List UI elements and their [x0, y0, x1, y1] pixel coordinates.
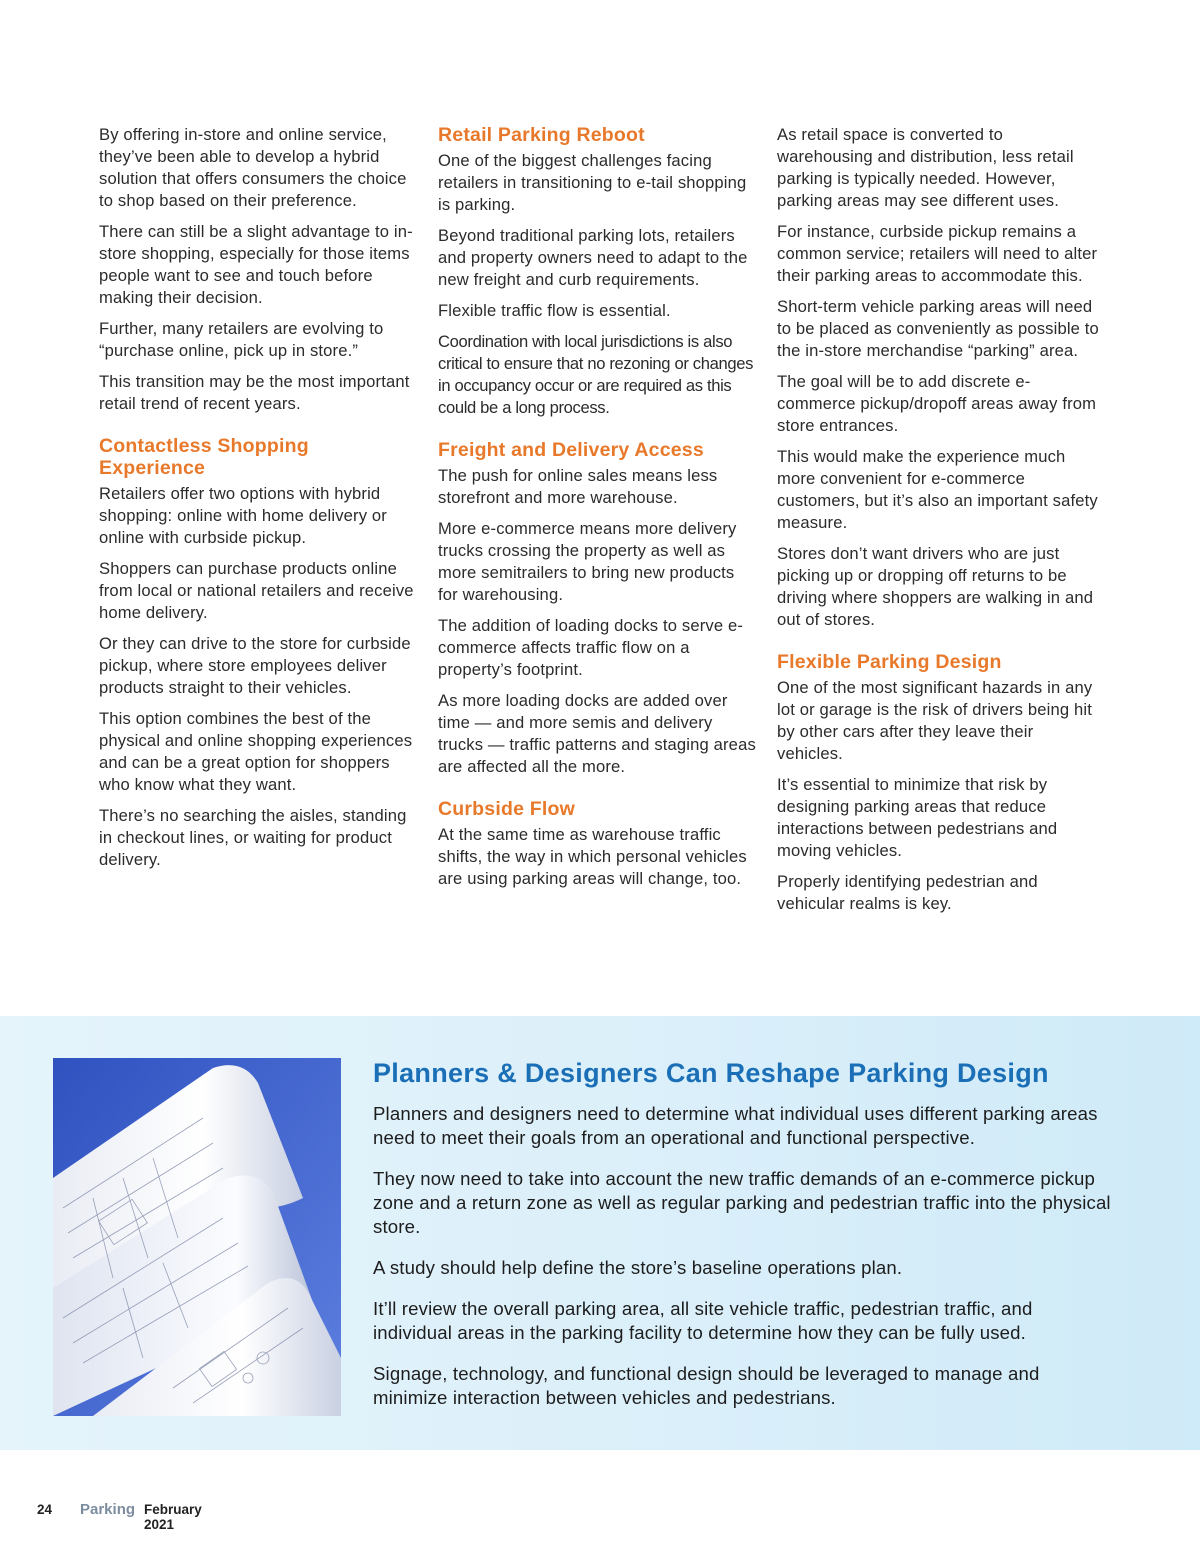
callout-paragraph: A study should help define the store’s baseline operations plan. — [373, 1257, 903, 1278]
paragraph: More e-commerce means more delivery trucks crossing the property as well as more semitrailers to bring new products for warehousing. — [438, 519, 737, 604]
blueprints-photo — [53, 1058, 341, 1416]
paragraph: The push for online sales means less storefront and more warehouse. — [438, 466, 718, 507]
section-heading-retail-parking-reboot: Retail Parking Reboot — [438, 124, 645, 146]
paragraph: Shoppers can purchase products online from local or national retailers and receive home delivery. — [99, 559, 414, 622]
paragraph: There can still be a slight advantage to in-store shopping, especially for those items people want to see and touch before making their decision. — [99, 222, 413, 307]
paragraph: Flexible traffic flow is essential. — [438, 301, 671, 320]
paragraph: It’s essential to minimize that risk by designing parking areas that reduce interactions between pedestrians and moving vehicles. — [777, 775, 1058, 860]
paragraph: Properly identifying pedestrian and vehicular realms is key. — [777, 872, 1038, 913]
paragraph: One of the most significant hazards in any lot or garage is the risk of drivers being hit by other cars after they leave their vehicles. — [777, 678, 1093, 763]
paragraph: Beyond traditional parking lots, retailers and property owners need to adapt to the new freight and curb requirements. — [438, 226, 748, 289]
callout-paragraph: It’ll review the overall parking area, all site vehicle traffic, pedestrian traffic, and individual areas in the parking facility to determine how they can be fully used. — [373, 1298, 1033, 1343]
blueprint-rolls-illustration — [53, 1058, 341, 1416]
paragraph: Further, many retailers are evolving to “purchase online, pick up in store.” — [99, 319, 384, 360]
section-heading-curbside-flow: Curbside Flow — [438, 798, 575, 820]
article-column-1 — [99, 124, 417, 880]
callout-box — [0, 1016, 1200, 1450]
paragraph: For instance, curbside pickup remains a common service; retailers will need to alter their parking areas to accommodate this. — [777, 222, 1098, 285]
paragraph: At the same time as warehouse traffic shifts, the way in which personal vehicles are using parking areas will change, too. — [438, 825, 747, 888]
paragraph: By offering in-store and online service, they’ve been able to develop a hybrid solution that offers consumers the choice to shop based on their preference. — [99, 125, 407, 210]
section-heading-freight-delivery: Freight and Delivery Access — [438, 439, 704, 461]
issue-date: February 2021 — [144, 1502, 202, 1532]
paragraph: As more loading docks are added over time — and more semis and delivery trucks — traffic patterns and staging areas are affected all the more. — [438, 691, 756, 776]
callout-paragraph: Signage, technology, and functional design should be leveraged to manage and minimize interaction between vehicles and pedestrians. — [373, 1363, 1040, 1408]
article-column-3 — [777, 124, 1102, 924]
paragraph: There’s no searching the aisles, standing in checkout lines, or waiting for product delivery. — [99, 806, 407, 869]
section-heading-contactless-shopping: Contactless Shopping Experience — [99, 435, 309, 479]
section-heading-flexible-parking: Flexible Parking Design — [777, 651, 1002, 673]
callout-text — [373, 1056, 1113, 1427]
paragraph: This transition may be the most important retail trend of recent years. — [99, 372, 410, 413]
paragraph: As retail space is converted to warehousing and distribution, less retail parking is typically needed. However, parking areas may see different uses. — [777, 125, 1074, 210]
paragraph: Retailers offer two options with hybrid shopping: online with home delivery or online with curbside pickup. — [99, 484, 387, 547]
paragraph: The addition of loading docks to serve e-commerce affects traffic flow on a property’s footprint. — [438, 616, 744, 679]
paragraph: Stores don’t want drivers who are just picking up or dropping off returns to be driving where shoppers are walking in and out of stores. — [777, 544, 1094, 629]
paragraph: One of the biggest challenges facing retailers in transitioning to e-tail shopping is parking. — [438, 151, 747, 214]
paragraph: Short-term vehicle parking areas will need to be placed as conveniently as possible to the in-store merchandise “parking” area. — [777, 297, 1099, 360]
page-number: 24 — [37, 1502, 53, 1517]
paragraph: The goal will be to add discrete e-commerce pickup/dropoff areas away from store entrances. — [777, 372, 1097, 435]
article-column-2 — [438, 124, 758, 899]
callout-paragraph: Planners and designers need to determine what individual uses different parking areas need to meet their goals from an operational and functional perspective. — [373, 1103, 1098, 1148]
paragraph: Or they can drive to the store for curbside pickup, where store employees deliver products straight to their vehicles. — [99, 634, 411, 697]
paragraph: This would make the experience much more convenient for e-commerce customers, but it’s also an important safety measure. — [777, 447, 1098, 532]
paragraph: Coordination with local jurisdictions is also critical to ensure that no rezoning or changes in occupancy occur or are required as this could be a long process. — [438, 332, 754, 417]
callout-title: Planners & Designers Can Reshape Parking Design — [373, 1058, 1049, 1088]
paragraph: This option combines the best of the physical and online shopping experiences and can be a great option for shoppers who know what they want. — [99, 709, 413, 794]
magazine-name: Parking — [80, 1501, 136, 1518]
callout-paragraph: They now need to take into account the new traffic demands of an e-commerce pickup zone and a return zone as well as regular parking and pedestrian traffic into the physical store. — [373, 1168, 1111, 1237]
